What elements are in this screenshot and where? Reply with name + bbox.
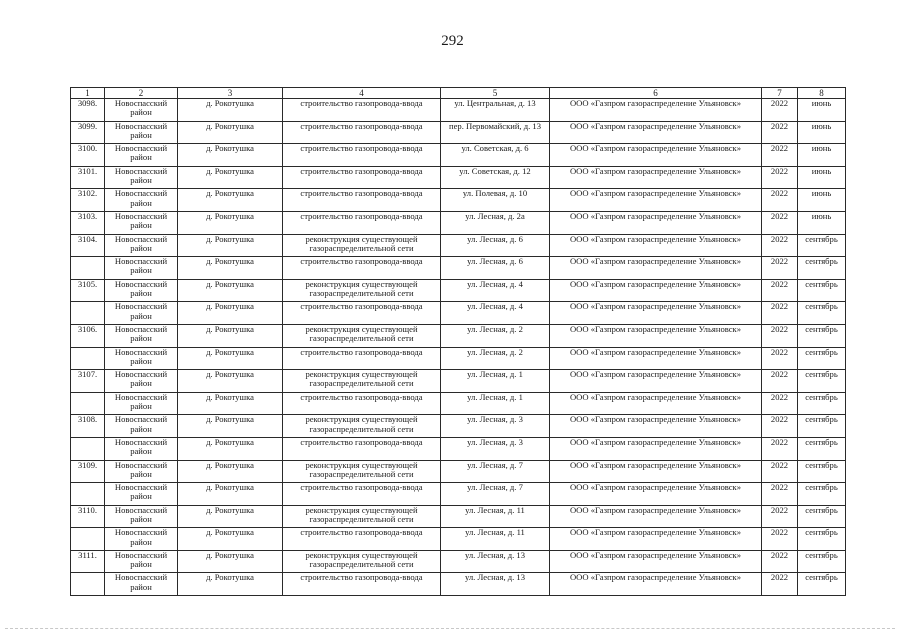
locality-cell: д. Рокотушка: [178, 370, 283, 393]
month-cell: июнь: [798, 189, 846, 212]
row-number-cell: [71, 483, 105, 506]
district-cell: Новоспасский район: [105, 189, 178, 212]
year-cell: 2022: [762, 166, 798, 189]
table-row: [71, 437, 846, 460]
organization-cell: ООО «Газпром газораспределение Ульяновск»: [550, 483, 762, 506]
address-cell: ул. Лесная, д. 2: [441, 324, 550, 347]
table-row: [71, 302, 846, 325]
organization-cell: ООО «Газпром газораспределение Ульяновск»: [550, 550, 762, 573]
organization-cell: ООО «Газпром газораспределение Ульяновск»: [550, 166, 762, 189]
year-cell: 2022: [762, 279, 798, 302]
work-type-cell: реконструкция существующей газораспределительной сети: [283, 550, 441, 573]
locality-cell: д. Рокотушка: [178, 189, 283, 212]
locality-cell: д. Рокотушка: [178, 437, 283, 460]
year-cell: 2022: [762, 483, 798, 506]
row-number-cell: [71, 528, 105, 551]
column-header: 7: [762, 88, 798, 99]
column-header: 8: [798, 88, 846, 99]
organization-cell: ООО «Газпром газораспределение Ульяновск»: [550, 189, 762, 212]
locality-cell: д. Рокотушка: [178, 505, 283, 528]
district-cell: Новоспасский район: [105, 550, 178, 573]
locality-cell: д. Рокотушка: [178, 211, 283, 234]
column-header: 1: [71, 88, 105, 99]
address-cell: ул. Лесная, д. 4: [441, 302, 550, 325]
column-header: 4: [283, 88, 441, 99]
district-cell: Новоспасский район: [105, 121, 178, 144]
organization-cell: ООО «Газпром газораспределение Ульяновск»: [550, 324, 762, 347]
month-cell: сентябрь: [798, 550, 846, 573]
locality-cell: д. Рокотушка: [178, 460, 283, 483]
row-number-cell: 3110.: [71, 505, 105, 528]
district-cell: Новоспасский район: [105, 483, 178, 506]
month-cell: сентябрь: [798, 324, 846, 347]
work-type-cell: реконструкция существующей газораспределительной сети: [283, 234, 441, 257]
table-row: [71, 528, 846, 551]
organization-cell: ООО «Газпром газораспределение Ульяновск»: [550, 415, 762, 438]
year-cell: 2022: [762, 573, 798, 596]
year-cell: 2022: [762, 505, 798, 528]
work-type-cell: реконструкция существующей газораспределительной сети: [283, 505, 441, 528]
work-type-cell: строительство газопровода-ввода: [283, 573, 441, 596]
row-number-cell: 3104.: [71, 234, 105, 257]
table-row: [71, 550, 846, 573]
row-number-cell: 3103.: [71, 211, 105, 234]
year-cell: 2022: [762, 528, 798, 551]
month-cell: сентябрь: [798, 234, 846, 257]
month-cell: сентябрь: [798, 437, 846, 460]
row-number-cell: 3111.: [71, 550, 105, 573]
table-header-row: [71, 88, 846, 99]
table-body: [71, 99, 846, 596]
address-cell: ул. Центральная, д. 13: [441, 99, 550, 122]
table-row: [71, 460, 846, 483]
work-type-cell: строительство газопровода-ввода: [283, 528, 441, 551]
table-row: [71, 370, 846, 393]
address-cell: ул. Лесная, д. 7: [441, 460, 550, 483]
district-cell: Новоспасский район: [105, 415, 178, 438]
locality-cell: д. Рокотушка: [178, 415, 283, 438]
register-table: [70, 87, 846, 596]
year-cell: 2022: [762, 437, 798, 460]
locality-cell: д. Рокотушка: [178, 392, 283, 415]
year-cell: 2022: [762, 415, 798, 438]
table-row: [71, 144, 846, 167]
work-type-cell: реконструкция существующей газораспределительной сети: [283, 370, 441, 393]
column-header: 6: [550, 88, 762, 99]
district-cell: Новоспасский район: [105, 573, 178, 596]
table-row: [71, 279, 846, 302]
month-cell: сентябрь: [798, 257, 846, 280]
organization-cell: ООО «Газпром газораспределение Ульяновск»: [550, 121, 762, 144]
column-header: 2: [105, 88, 178, 99]
organization-cell: ООО «Газпром газораспределение Ульяновск»: [550, 99, 762, 122]
address-cell: пер. Первомайский, д. 13: [441, 121, 550, 144]
page-number: 292: [441, 33, 464, 49]
row-number-cell: [71, 392, 105, 415]
locality-cell: д. Рокотушка: [178, 550, 283, 573]
locality-cell: д. Рокотушка: [178, 121, 283, 144]
address-cell: ул. Советская, д. 6: [441, 144, 550, 167]
row-number-cell: [71, 573, 105, 596]
locality-cell: д. Рокотушка: [178, 483, 283, 506]
month-cell: сентябрь: [798, 505, 846, 528]
month-cell: сентябрь: [798, 483, 846, 506]
district-cell: Новоспасский район: [105, 257, 178, 280]
year-cell: 2022: [762, 550, 798, 573]
table-row: [71, 324, 846, 347]
locality-cell: д. Рокотушка: [178, 528, 283, 551]
row-number-cell: 3099.: [71, 121, 105, 144]
locality-cell: д. Рокотушка: [178, 302, 283, 325]
month-cell: сентябрь: [798, 392, 846, 415]
address-cell: ул. Лесная, д. 1: [441, 370, 550, 393]
district-cell: Новоспасский район: [105, 279, 178, 302]
district-cell: Новоспасский район: [105, 347, 178, 370]
locality-cell: д. Рокотушка: [178, 166, 283, 189]
year-cell: 2022: [762, 211, 798, 234]
table-row: [71, 483, 846, 506]
work-type-cell: реконструкция существующей газораспределительной сети: [283, 324, 441, 347]
work-type-cell: строительство газопровода-ввода: [283, 302, 441, 325]
table-row: [71, 505, 846, 528]
year-cell: 2022: [762, 144, 798, 167]
column-header: 3: [178, 88, 283, 99]
year-cell: 2022: [762, 324, 798, 347]
work-type-cell: реконструкция существующей газораспределительной сети: [283, 279, 441, 302]
work-type-cell: строительство газопровода-ввода: [283, 257, 441, 280]
locality-cell: д. Рокотушка: [178, 324, 283, 347]
address-cell: ул. Лесная, д. 3: [441, 415, 550, 438]
work-type-cell: строительство газопровода-ввода: [283, 483, 441, 506]
row-number-cell: 3100.: [71, 144, 105, 167]
table-row: [71, 234, 846, 257]
address-cell: ул. Лесная, д. 2: [441, 347, 550, 370]
work-type-cell: строительство газопровода-ввода: [283, 392, 441, 415]
table-row: [71, 166, 846, 189]
work-type-cell: строительство газопровода-ввода: [283, 189, 441, 212]
month-cell: сентябрь: [798, 279, 846, 302]
month-cell: сентябрь: [798, 370, 846, 393]
organization-cell: ООО «Газпром газораспределение Ульяновск»: [550, 370, 762, 393]
month-cell: сентябрь: [798, 415, 846, 438]
locality-cell: д. Рокотушка: [178, 347, 283, 370]
address-cell: ул. Лесная, д. 11: [441, 505, 550, 528]
district-cell: Новоспасский район: [105, 234, 178, 257]
month-cell: июнь: [798, 211, 846, 234]
month-cell: сентябрь: [798, 302, 846, 325]
row-number-cell: 3102.: [71, 189, 105, 212]
work-type-cell: реконструкция существующей газораспределительной сети: [283, 460, 441, 483]
year-cell: 2022: [762, 302, 798, 325]
row-number-cell: 3098.: [71, 99, 105, 122]
row-number-cell: 3109.: [71, 460, 105, 483]
locality-cell: д. Рокотушка: [178, 573, 283, 596]
year-cell: 2022: [762, 370, 798, 393]
organization-cell: ООО «Газпром газораспределение Ульяновск»: [550, 257, 762, 280]
table-row: [71, 99, 846, 122]
district-cell: Новоспасский район: [105, 528, 178, 551]
district-cell: Новоспасский район: [105, 460, 178, 483]
district-cell: Новоспасский район: [105, 144, 178, 167]
organization-cell: ООО «Газпром газораспределение Ульяновск»: [550, 211, 762, 234]
organization-cell: ООО «Газпром газораспределение Ульяновск»: [550, 573, 762, 596]
work-type-cell: строительство газопровода-ввода: [283, 144, 441, 167]
address-cell: ул. Лесная, д. 13: [441, 550, 550, 573]
row-number-cell: 3106.: [71, 324, 105, 347]
month-cell: сентябрь: [798, 573, 846, 596]
locality-cell: д. Рокотушка: [178, 257, 283, 280]
organization-cell: ООО «Газпром газораспределение Ульяновск»: [550, 347, 762, 370]
month-cell: июнь: [798, 121, 846, 144]
year-cell: 2022: [762, 392, 798, 415]
month-cell: сентябрь: [798, 460, 846, 483]
address-cell: ул. Лесная, д. 4: [441, 279, 550, 302]
table-row: [71, 347, 846, 370]
year-cell: 2022: [762, 347, 798, 370]
district-cell: Новоспасский район: [105, 370, 178, 393]
row-number-cell: 3105.: [71, 279, 105, 302]
district-cell: Новоспасский район: [105, 166, 178, 189]
row-number-cell: [71, 347, 105, 370]
address-cell: ул. Лесная, д. 2а: [441, 211, 550, 234]
district-cell: Новоспасский район: [105, 392, 178, 415]
year-cell: 2022: [762, 121, 798, 144]
work-type-cell: строительство газопровода-ввода: [283, 121, 441, 144]
row-number-cell: [71, 257, 105, 280]
district-cell: Новоспасский район: [105, 505, 178, 528]
locality-cell: д. Рокотушка: [178, 234, 283, 257]
district-cell: Новоспасский район: [105, 437, 178, 460]
table-row: [71, 392, 846, 415]
year-cell: 2022: [762, 234, 798, 257]
table-row: [71, 573, 846, 596]
locality-cell: д. Рокотушка: [178, 279, 283, 302]
table-row: [71, 415, 846, 438]
work-type-cell: строительство газопровода-ввода: [283, 211, 441, 234]
month-cell: июнь: [798, 99, 846, 122]
year-cell: 2022: [762, 99, 798, 122]
organization-cell: ООО «Газпром газораспределение Ульяновск»: [550, 505, 762, 528]
column-header: 5: [441, 88, 550, 99]
organization-cell: ООО «Газпром газораспределение Ульяновск»: [550, 460, 762, 483]
organization-cell: ООО «Газпром газораспределение Ульяновск»: [550, 144, 762, 167]
work-type-cell: строительство газопровода-ввода: [283, 437, 441, 460]
year-cell: 2022: [762, 257, 798, 280]
address-cell: ул. Советская, д. 12: [441, 166, 550, 189]
organization-cell: ООО «Газпром газораспределение Ульяновск»: [550, 302, 762, 325]
table-row: [71, 211, 846, 234]
address-cell: ул. Лесная, д. 7: [441, 483, 550, 506]
locality-cell: д. Рокотушка: [178, 144, 283, 167]
address-cell: ул. Лесная, д. 1: [441, 392, 550, 415]
address-cell: ул. Лесная, д. 13: [441, 573, 550, 596]
year-cell: 2022: [762, 189, 798, 212]
row-number-cell: 3108.: [71, 415, 105, 438]
address-cell: ул. Лесная, д. 3: [441, 437, 550, 460]
organization-cell: ООО «Газпром газораспределение Ульяновск»: [550, 528, 762, 551]
table-row: [71, 189, 846, 212]
district-cell: Новоспасский район: [105, 211, 178, 234]
work-type-cell: строительство газопровода-ввода: [283, 166, 441, 189]
address-cell: ул. Лесная, д. 11: [441, 528, 550, 551]
district-cell: Новоспасский район: [105, 99, 178, 122]
work-type-cell: строительство газопровода-ввода: [283, 347, 441, 370]
month-cell: сентябрь: [798, 347, 846, 370]
year-cell: 2022: [762, 460, 798, 483]
address-cell: ул. Лесная, д. 6: [441, 234, 550, 257]
month-cell: сентябрь: [798, 528, 846, 551]
row-number-cell: 3107.: [71, 370, 105, 393]
organization-cell: ООО «Газпром газораспределение Ульяновск»: [550, 279, 762, 302]
organization-cell: ООО «Газпром газораспределение Ульяновск»: [550, 234, 762, 257]
month-cell: июнь: [798, 144, 846, 167]
month-cell: июнь: [798, 166, 846, 189]
row-number-cell: 3101.: [71, 166, 105, 189]
organization-cell: ООО «Газпром газораспределение Ульяновск»: [550, 392, 762, 415]
work-type-cell: реконструкция существующей газораспределительной сети: [283, 415, 441, 438]
scan-edge-divider: [5, 628, 895, 629]
row-number-cell: [71, 437, 105, 460]
work-type-cell: строительство газопровода-ввода: [283, 99, 441, 122]
organization-cell: ООО «Газпром газораспределение Ульяновск»: [550, 437, 762, 460]
locality-cell: д. Рокотушка: [178, 99, 283, 122]
row-number-cell: [71, 302, 105, 325]
table-row: [71, 121, 846, 144]
address-cell: ул. Лесная, д. 6: [441, 257, 550, 280]
district-cell: Новоспасский район: [105, 324, 178, 347]
table-row: [71, 257, 846, 280]
district-cell: Новоспасский район: [105, 302, 178, 325]
address-cell: ул. Полевая, д. 10: [441, 189, 550, 212]
